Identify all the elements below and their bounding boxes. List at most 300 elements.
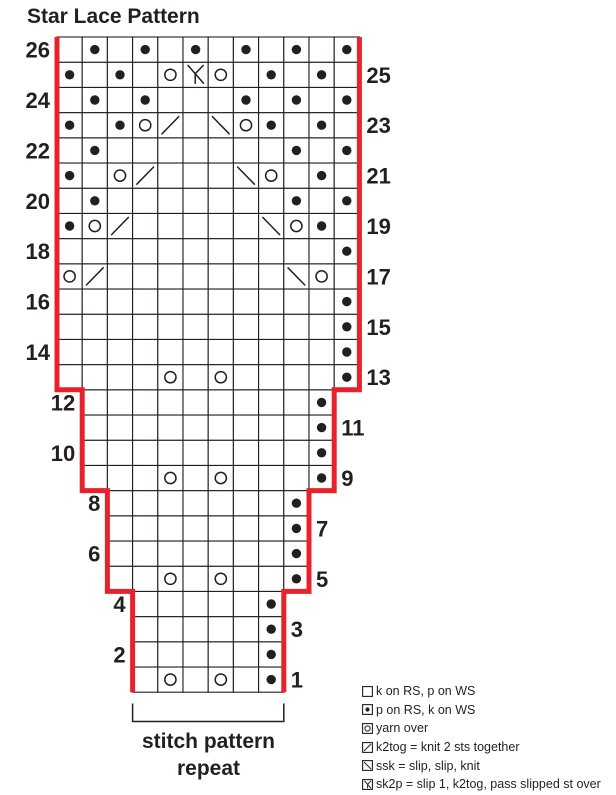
grid-cell [284, 339, 309, 364]
grid-cell [107, 264, 132, 289]
grid-cell [57, 37, 82, 62]
grid-cell [208, 617, 233, 642]
purl-dot-icon [342, 146, 351, 155]
row-number-right: 23 [366, 113, 391, 139]
grid-cell [133, 339, 158, 364]
grid-cell [208, 289, 233, 314]
grid-cell [82, 440, 107, 465]
grid-cell [183, 415, 208, 440]
row-number-right: 13 [366, 365, 391, 391]
grid-cell [208, 188, 233, 213]
grid-cell [233, 541, 258, 566]
grid-cell [57, 314, 82, 339]
grid-cell [259, 516, 284, 541]
row-number-right: 15 [366, 314, 391, 340]
purl-dot-icon [342, 373, 351, 382]
repeat-label-line1: stitch pattern [141, 730, 275, 753]
purl-dot-icon [317, 121, 326, 130]
grid-cell [107, 87, 132, 112]
grid-cell [284, 314, 309, 339]
purl-dot-icon [141, 45, 150, 54]
grid-cell [183, 591, 208, 616]
grid-cell [334, 264, 359, 289]
row-number-right: 19 [366, 214, 391, 239]
grid-cell [158, 138, 183, 163]
purl-dot-icon [115, 70, 124, 79]
grid-cell [259, 87, 284, 112]
legend [362, 683, 616, 795]
grid-cell [133, 113, 158, 138]
grid-cell [309, 289, 334, 314]
grid-cell [233, 415, 258, 440]
grid-cell [57, 188, 82, 213]
grid-cell [133, 415, 158, 440]
grid-cell [183, 642, 208, 667]
grid-cell [309, 314, 334, 339]
purl-dot-icon [65, 171, 74, 180]
grid-cell [284, 465, 309, 490]
grid-cell [208, 264, 233, 289]
purl-dot-icon [342, 247, 351, 256]
purl-dot-icon [90, 95, 99, 104]
grid-cell [233, 188, 258, 213]
grid-cell [309, 239, 334, 264]
grid-cell [284, 239, 309, 264]
grid-cell [158, 566, 183, 591]
grid-cell [107, 415, 132, 440]
grid-cell [82, 239, 107, 264]
legend-item [362, 739, 616, 758]
grid-cell [133, 642, 158, 667]
grid-cell [158, 642, 183, 667]
grid-cell [259, 415, 284, 440]
purl-dot-icon [65, 221, 74, 230]
purl-dot-icon [267, 675, 276, 684]
grid-cell [259, 264, 284, 289]
row-number-left: 20 [25, 188, 50, 214]
grid-cell [183, 541, 208, 566]
purl-dot-icon [342, 322, 351, 331]
grid-cell [158, 516, 183, 541]
grid-cell [208, 440, 233, 465]
grid-cell [208, 365, 233, 390]
grid-cell [183, 239, 208, 264]
purl-dot-icon [292, 196, 301, 205]
purl-dot-icon [292, 574, 301, 583]
purl-dot-icon [115, 121, 124, 130]
grid-cell [233, 62, 258, 87]
grid-cell [158, 541, 183, 566]
grid-cell [183, 163, 208, 188]
legend-item-label: k on RS, p on WS [376, 684, 476, 698]
grid-cell [284, 62, 309, 87]
grid-cell [133, 541, 158, 566]
grid-cell [82, 163, 107, 188]
grid-cell [334, 163, 359, 188]
grid-cell [158, 213, 183, 238]
grid-cell [233, 138, 258, 163]
grid-cell [158, 239, 183, 264]
grid-cell [133, 516, 158, 541]
grid-cell [309, 138, 334, 163]
grid-cell [259, 314, 284, 339]
grid-cell [208, 339, 233, 364]
grid-cell [208, 314, 233, 339]
grid-cell [158, 339, 183, 364]
grid-cell [107, 138, 132, 163]
grid-cell [284, 365, 309, 390]
grid-cell [107, 289, 132, 314]
purl-dot-icon [317, 423, 326, 432]
legend-item-label: yarn over [376, 721, 429, 736]
purl-dot-icon [317, 221, 326, 230]
grid-cell [233, 667, 258, 692]
purl-dot-icon [317, 448, 326, 457]
grid-cell [57, 138, 82, 163]
grid-cell [259, 390, 284, 415]
grid-cell [233, 239, 258, 264]
grid-cell [183, 314, 208, 339]
row-number-right: 21 [366, 163, 391, 189]
grid-cell [208, 163, 233, 188]
grid-cell [158, 87, 183, 112]
grid-cell [309, 339, 334, 364]
k2tog-legend-icon [362, 742, 373, 753]
purl-dot-icon [65, 70, 74, 79]
grid-cell [82, 415, 107, 440]
grid-cell [107, 37, 132, 62]
grid-cell [133, 591, 158, 616]
grid-cell [284, 213, 309, 238]
grid-cell [133, 289, 158, 314]
grid-cell [158, 188, 183, 213]
grid-cell [259, 465, 284, 490]
grid-cell [57, 289, 82, 314]
grid-cell [158, 365, 183, 390]
grid-cell [183, 566, 208, 591]
grid-cell [183, 365, 208, 390]
purl-dot-icon [317, 70, 326, 79]
grid-cell [133, 264, 158, 289]
purl-dot-icon [342, 347, 351, 356]
grid-cell [183, 491, 208, 516]
grid-cell [208, 37, 233, 62]
grid-cell [82, 62, 107, 87]
grid-cell [133, 566, 158, 591]
grid-cell [208, 213, 233, 238]
legend-item [362, 776, 616, 795]
yo-legend-icon [362, 723, 373, 734]
grid-cell [158, 37, 183, 62]
grid-cell [133, 617, 158, 642]
grid-cell [158, 264, 183, 289]
grid-cell [57, 365, 82, 390]
grid-cell [208, 566, 233, 591]
grid-cell [259, 566, 284, 591]
purl-dot-icon [90, 45, 99, 54]
grid-cell [233, 642, 258, 667]
grid-cell [284, 415, 309, 440]
grid-cell [133, 491, 158, 516]
purl-dot-icon [241, 45, 250, 54]
grid-cell [208, 491, 233, 516]
grid-cell [133, 239, 158, 264]
grid-cell [284, 440, 309, 465]
grid-cell [158, 163, 183, 188]
grid-cell [107, 440, 132, 465]
sk2p-legend-icon [362, 779, 373, 790]
grid-cell [133, 365, 158, 390]
row-number-right: 9 [341, 466, 354, 491]
row-number-right: 3 [290, 617, 304, 643]
grid-cell [233, 566, 258, 591]
grid-cell [259, 37, 284, 62]
legend-item-label: ssk = slip, slip, knit [376, 758, 480, 773]
grid-cell [259, 365, 284, 390]
grid-cell [133, 440, 158, 465]
grid-cell [158, 314, 183, 339]
purl-dot-icon [317, 171, 326, 180]
legend-item-label: k2tog = knit 2 sts together [376, 740, 520, 755]
row-number-left: 14 [25, 340, 50, 365]
grid-cell [183, 113, 208, 138]
grid-cell [107, 516, 132, 541]
grid-cell [82, 390, 107, 415]
grid-cell [107, 163, 132, 188]
purl-dot-icon [267, 650, 276, 659]
purl-dot-icon [65, 121, 74, 130]
row-number-left: 6 [88, 541, 101, 567]
purl-dot-icon [342, 95, 351, 104]
row-number-left: 4 [113, 592, 126, 617]
grid-cell [208, 591, 233, 616]
grid-cell [107, 491, 132, 516]
stitch-pattern-repeat-label [103, 728, 314, 782]
grid-cell [284, 289, 309, 314]
grid-cell [208, 465, 233, 490]
grid-cell [208, 541, 233, 566]
grid-cell [309, 188, 334, 213]
row-number-right: 5 [316, 566, 329, 592]
grid-cell [233, 516, 258, 541]
grid-cell [183, 465, 208, 490]
grid-cell [233, 491, 258, 516]
purl-dot-icon [317, 398, 326, 407]
grid-cell [259, 163, 284, 188]
row-number-left: 8 [88, 491, 101, 517]
grid-cell [309, 37, 334, 62]
grid-cell [309, 87, 334, 112]
grid-cell [284, 163, 309, 188]
legend-item [362, 720, 616, 739]
grid-cell [233, 465, 258, 490]
grid-cell [183, 87, 208, 112]
grid-cell [233, 289, 258, 314]
grid-cell [259, 188, 284, 213]
repeat-label-line2: repeat [176, 757, 241, 780]
grid-cell [158, 415, 183, 440]
grid-cell [133, 62, 158, 87]
grid-cell [133, 390, 158, 415]
knit-legend-icon [362, 686, 373, 697]
row-number-left: 2 [113, 642, 126, 668]
legend-item [362, 702, 616, 721]
row-number-left: 26 [25, 37, 50, 63]
grid-cell [259, 138, 284, 163]
purl-dot-icon [267, 625, 276, 634]
grid-cell [233, 264, 258, 289]
purl-dot-icon [342, 45, 351, 54]
grid-cell [233, 314, 258, 339]
grid-cell [107, 339, 132, 364]
grid-cell [259, 239, 284, 264]
grid-cell [107, 365, 132, 390]
legend-item-label: sk2p = slip 1, k2tog, pass slipped st over [376, 777, 601, 792]
grid-cell [183, 390, 208, 415]
grid-cell [82, 314, 107, 339]
grid-cell [259, 541, 284, 566]
grid-cell [57, 87, 82, 112]
ssk-legend-icon [362, 760, 373, 771]
grid-cell [183, 617, 208, 642]
purl-dot-icon [292, 524, 301, 533]
purl-dot-icon [292, 45, 301, 54]
grid-cell [158, 390, 183, 415]
purl-legend-icon [362, 704, 373, 715]
grid-cell [133, 138, 158, 163]
grid-cell [233, 591, 258, 616]
grid-cell [158, 617, 183, 642]
grid-cell [82, 465, 107, 490]
grid-cell [158, 289, 183, 314]
legend-item-label: p on RS, k on WS [376, 702, 476, 717]
grid-cell [133, 314, 158, 339]
grid-cell [158, 62, 183, 87]
purl-dot-icon [267, 70, 276, 79]
grid-cell [183, 339, 208, 364]
grid-cell [259, 440, 284, 465]
row-number-left: 18 [25, 239, 50, 265]
grid-cell [334, 62, 359, 87]
grid-cell [107, 566, 132, 591]
grid-cell [183, 289, 208, 314]
row-number-left: 22 [25, 138, 50, 164]
row-number-left: 16 [25, 289, 50, 315]
grid-cell [82, 289, 107, 314]
legend-item [362, 683, 616, 702]
grid-cell [133, 213, 158, 238]
grid-cell [259, 491, 284, 516]
grid-cell [208, 516, 233, 541]
grid-cell [233, 440, 258, 465]
purl-dot-icon [191, 45, 200, 54]
grid-cell [233, 213, 258, 238]
grid-cell [284, 390, 309, 415]
row-number-right: 25 [366, 62, 391, 88]
grid-cell [82, 365, 107, 390]
row-number-left: 10 [50, 440, 76, 466]
grid-cell [309, 264, 334, 289]
row-number-left: 24 [25, 88, 50, 113]
row-number-left: 12 [50, 390, 76, 416]
grid-cell [107, 541, 132, 566]
grid-cell [107, 465, 132, 490]
grid-cell [82, 113, 107, 138]
grid-cell [158, 440, 183, 465]
purl-dot-icon [90, 196, 99, 205]
grid-cell [208, 138, 233, 163]
grid-cell [82, 213, 107, 238]
grid-cell [158, 591, 183, 616]
grid-cell [158, 465, 183, 490]
purl-dot-icon [342, 196, 351, 205]
grid-cell [57, 264, 82, 289]
grid-cell [309, 365, 334, 390]
grid-cell [57, 239, 82, 264]
grid-cell [233, 113, 258, 138]
grid-cell [183, 138, 208, 163]
grid-cell [284, 113, 309, 138]
row-number-right: 11 [341, 415, 365, 441]
grid-cell [208, 667, 233, 692]
purl-dot-icon [141, 95, 150, 104]
grid-cell [133, 465, 158, 490]
grid-cell [233, 365, 258, 390]
grid-cell [183, 516, 208, 541]
purl-dot-icon [90, 146, 99, 155]
purl-dot-icon [292, 549, 301, 558]
grid-cell [158, 491, 183, 516]
grid-cell [107, 239, 132, 264]
grid-cell [208, 87, 233, 112]
grid-cell [183, 188, 208, 213]
purl-dot-icon [317, 473, 326, 482]
grid-cell [208, 390, 233, 415]
grid-cell [107, 188, 132, 213]
grid-cell [208, 62, 233, 87]
legend-item [362, 758, 616, 777]
grid-cell [107, 390, 132, 415]
purl-dot-icon [292, 146, 301, 155]
row-number-right: 1 [290, 667, 304, 693]
grid-cell [133, 188, 158, 213]
purl-dot-icon [267, 121, 276, 130]
grid-cell [158, 667, 183, 692]
grid-cell [259, 339, 284, 364]
grid-cell [233, 339, 258, 364]
repeat-bracket [133, 704, 284, 722]
grid-cell [259, 289, 284, 314]
purl-dot-icon [267, 599, 276, 608]
grid-cell [334, 213, 359, 238]
purl-dot-icon [292, 499, 301, 508]
purl-dot-icon [292, 95, 301, 104]
grid-cell [183, 264, 208, 289]
grid-cell [183, 667, 208, 692]
grid-cell [183, 440, 208, 465]
grid-cell [133, 667, 158, 692]
purl-dot-icon [342, 297, 351, 306]
grid-cell [107, 314, 132, 339]
grid-cell [233, 390, 258, 415]
chart-title: Star Lace Pattern [27, 5, 200, 28]
row-number-right: 7 [316, 516, 329, 542]
grid-cell [82, 339, 107, 364]
purl-dot-icon [241, 95, 250, 104]
row-number-right: 17 [366, 264, 391, 290]
grid-cell [233, 617, 258, 642]
grid-cell [208, 642, 233, 667]
